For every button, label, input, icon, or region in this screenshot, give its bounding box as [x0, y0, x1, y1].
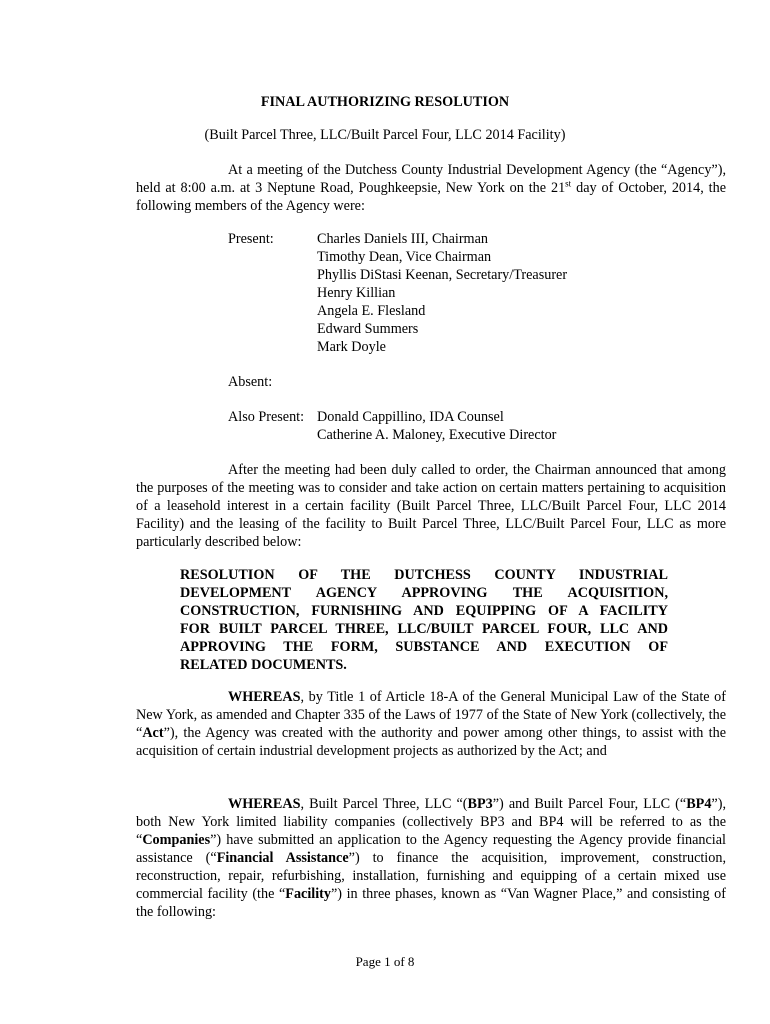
whereas-paragraph-2 — [136, 795, 726, 921]
after-meeting-paragraph — [136, 461, 726, 551]
page-number: Page 1 of 8 — [355, 954, 415, 969]
resolution-line: CONSTRUCTION, FURNISHING AND EQUIPPING OF A FACILITY — [180, 603, 668, 619]
resolution-line: DEVELOPMENT AGENCY APPROVING THE ACQUISITION, — [180, 585, 668, 601]
present-member: Mark Doyle — [317, 339, 386, 355]
whereas-text: ”) in three phases, known as “Van Wagner Place,” and consisting of the following: — [136, 886, 726, 920]
whereas-text: ”) to finance the acquisition, improvement, construction, reconstruction, repair, refurbishing, installation, furnishing and equipping of a certain mixed use commercial facility (the “ — [136, 850, 726, 902]
resolution-line: RELATED DOCUMENTS. — [180, 657, 347, 673]
defined-term-act: Act — [142, 725, 164, 741]
whereas-text: , by Title 1 of Article 18-A of the General Municipal Law of the State of New York, as amended and Chapter 335 of the Laws of 1977 of the State of New York (collectively, the “ — [136, 689, 726, 741]
resolution-line: RESOLUTION OF THE DUTCHESS COUNTY INDUSTRIAL — [180, 567, 668, 583]
present-member: Charles Daniels III, Chairman — [317, 231, 488, 247]
defined-term-companies: Companies — [142, 832, 211, 848]
whereas-paragraph-1 — [136, 688, 726, 760]
whereas-text: ”), both New York limited liability companies (collectively BP3 and BP4 will be referred to as the “ — [136, 796, 726, 848]
present-member: Angela E. Flesland — [317, 303, 426, 319]
whereas-text: ”) and Built Parcel Four, LLC (“ — [492, 796, 687, 812]
defined-term-financial-assistance: Financial Assistance — [216, 850, 349, 866]
also-present-member: Donald Cappillino, IDA Counsel — [317, 409, 504, 425]
defined-term-facility: Facility — [285, 886, 331, 902]
meeting-text-b: day of October, 2014, the following members of the Agency were: — [136, 180, 726, 214]
whereas-text: ”), the Agency was created with the authority and power among other things, to assist with the acquisition of certain industrial development projects as authorized by the Act; and — [136, 725, 726, 759]
also-present-member: Catherine A. Maloney, Executive Director — [317, 427, 557, 443]
present-member: Timothy Dean, Vice Chairman — [317, 249, 492, 265]
after-meeting-text: After the meeting had been duly called to order, the Chairman announced that among the purposes of the meeting was to consider and take action on certain matters pertaining to acquisition of a leasehold interest in a certain facility (Built Parcel Three, LLC/Built Parcel Four, LLC 2014 Facility) and the leasing of the facility to Built Parcel Three, LLC/Built Parcel Four, LLC as more particularly described below: — [136, 462, 726, 550]
document-title: FINAL AUTHORIZING RESOLUTION — [260, 94, 510, 110]
whereas-text: ”) have submitted an application to the Agency requesting the Agency provide financial assistance (“ — [136, 832, 726, 866]
also-present-label: Also Present: — [228, 409, 305, 425]
present-member: Henry Killian — [317, 285, 396, 301]
meeting-paragraph — [136, 161, 726, 215]
defined-term-bp3: BP3 — [467, 796, 493, 812]
absent-label: Absent: — [228, 374, 273, 390]
resolution-heading — [180, 566, 668, 674]
document-subtitle: (Built Parcel Three, LLC/Built Parcel Four, LLC 2014 Facility) — [204, 127, 566, 143]
whereas-lead: WHEREAS — [228, 796, 301, 812]
whereas-lead: WHEREAS — [228, 689, 301, 705]
meeting-ordinal-suffix: st — [565, 178, 572, 189]
present-label: Present: — [228, 231, 274, 247]
whereas-text: , Built Parcel Three, LLC “( — [300, 796, 468, 812]
meeting-text-a: At a meeting of the Dutchess County Industrial Development Agency (the “Agency”), held at 8:00 a.m. at 3 Neptune Road, Poughkeepsie, New York on the 21 — [136, 162, 726, 196]
resolution-line: FOR BUILT PARCEL THREE, LLC/BUILT PARCEL FOUR, LLC AND — [180, 621, 668, 637]
present-member: Phyllis DiStasi Keenan, Secretary/Treasurer — [317, 267, 568, 283]
defined-term-bp4: BP4 — [686, 796, 712, 812]
present-member: Edward Summers — [317, 321, 419, 337]
resolution-line: APPROVING THE FORM, SUBSTANCE AND EXECUTION OF — [180, 639, 668, 655]
present-members-block — [228, 230, 728, 356]
also-present-block — [228, 408, 728, 444]
